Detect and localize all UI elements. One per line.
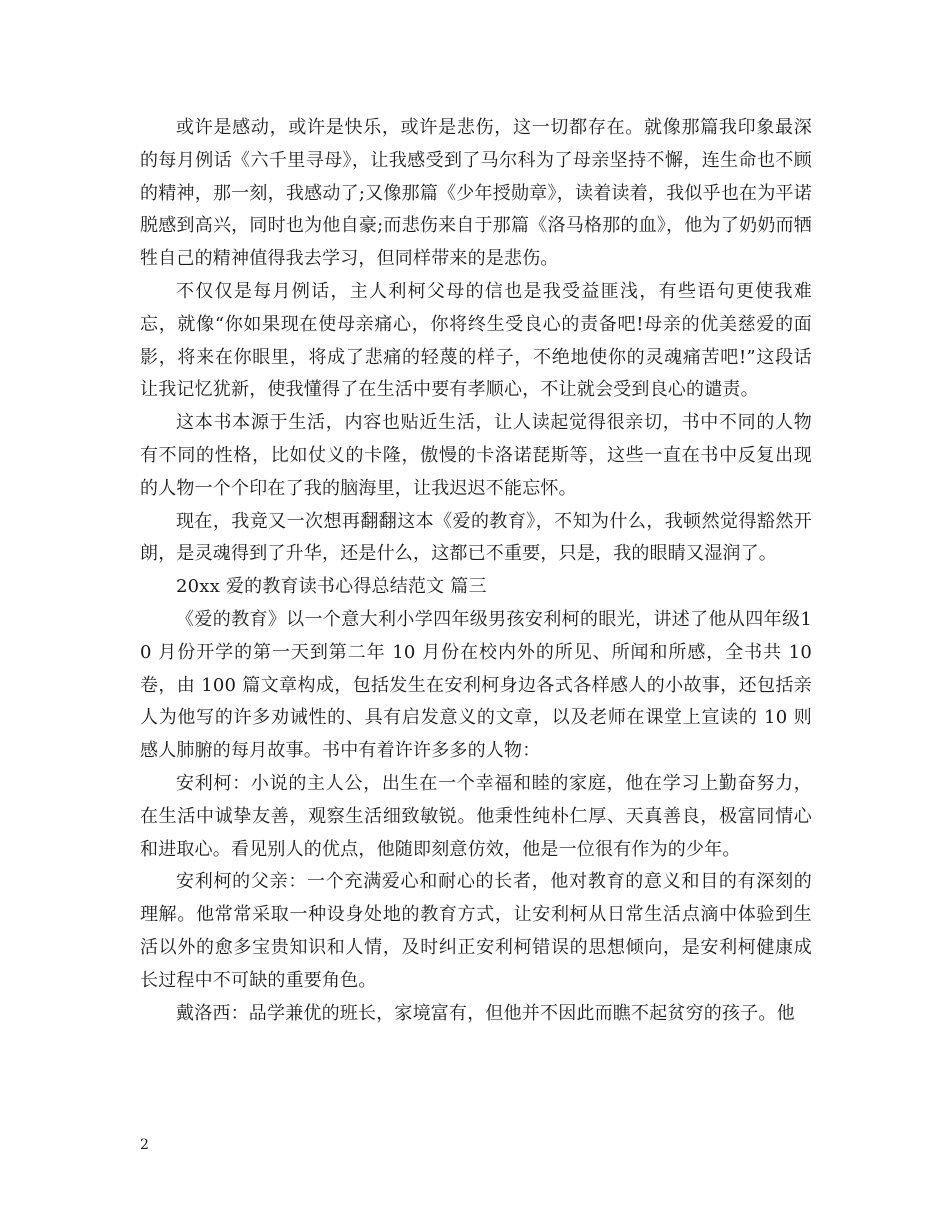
paragraph-enrico: 安利柯：小说的主人公，出生在一个幸福和睦的家庭，他在学习上勤奋努力，在生活中诚挚友善，观察生活细致敏锐。他秉性纯朴仁厚、天真善良，极富同情心和进取心。看见别人的优点，他随即刻意仿效，他是一位很有作为的少年。 [140,772,812,860]
document-body [140,112,812,1030]
paragraph-emotions: 或许是感动，或许是快乐，或许是悲伤，这一切都存在。就像那篇我印象最深的每月例话《六千里寻母》，让我感受到了马尔科为了母亲坚持不懈，连生命也不顾的精神，那一刻，我感动了;又像那篇《少年授勋章》，读着读着，我似乎也在为平诺脱感到高兴，同时也为他自豪;而悲伤来自于那篇《洛马格那的血》，他为了奶奶而牺牲自己的精神值得我去学习，但同样带来的是悲伤。 [140,117,812,270]
section-heading: 20xx 爱的教育读书心得总结范文 篇三 [176,576,487,598]
paragraph-characters: 这本书本源于生活，内容也贴近生活，让人读起觉得很亲切，书中不同的人物有不同的性格，比如仗义的卡隆，傲慢的卡洛诺琵斯等，这些一直在书中反复出现的人物一个个印在了我的脑海里，让我迟迟不能忘怀。 [140,412,812,499]
paragraph-derossi: 戴洛西：品学兼优的班长，家境富有，但他并不因此而瞧不起贫穷的孩子。他 [176,1002,795,1024]
paragraph-parents-letters: 不仅仅是每月例话，主人利柯父母的信也是我受益匪浅，有些语句更使我难忘，就像“你如果现在使母亲痛心，你将终生受良心的责备吧!母亲的优美慈爱的面影，将来在你眼里，将成了悲痛的轻蔑的样子，不绝地使你的灵魂痛苦吧!”这段话让我记忆犹新，使我懂得了在生活中要有孝顺心，不让就会受到良心的谴责。 [140,280,812,401]
page-number: 2 [140,1137,149,1153]
paragraph-book-summary: 《爱的教育》以一个意大利小学四年级男孩安利柯的眼光，讲述了他从四年级10 月份开学的第一天到第二年 10 月份在校内外的所见、所闻和所感，全书共 10 卷，由 100 篇文章构成，包括发生在安利柯身边各式各样感人的小故事，还包括亲人为他写的许多劝诫性的、具有启发意义的文章，以及老师在课堂上宣读的 10 则感人肺腑的每月故事。书中有着许许多多的人物： [140,608,812,762]
paragraph-reread: 现在，我竟又一次想再翻翻这本《爱的教育》，不知为什么，我顿然觉得豁然开朗，是灵魂得到了升华，还是什么，这都已不重要，只是，我的眼睛又湿润了。 [140,510,812,565]
paragraph-enrico-father: 安利柯的父亲：一个充满爱心和耐心的长者，他对教育的意义和目的有深刻的理解。他常常采取一种设身处地的教育方式，让安利柯从日常生活点滴中体验到生活以外的愈多宝贵知识和人情，及时纠正安利柯错误的思想倾向，是安利柯健康成长过程中不可缺的重要角色。 [140,871,812,991]
